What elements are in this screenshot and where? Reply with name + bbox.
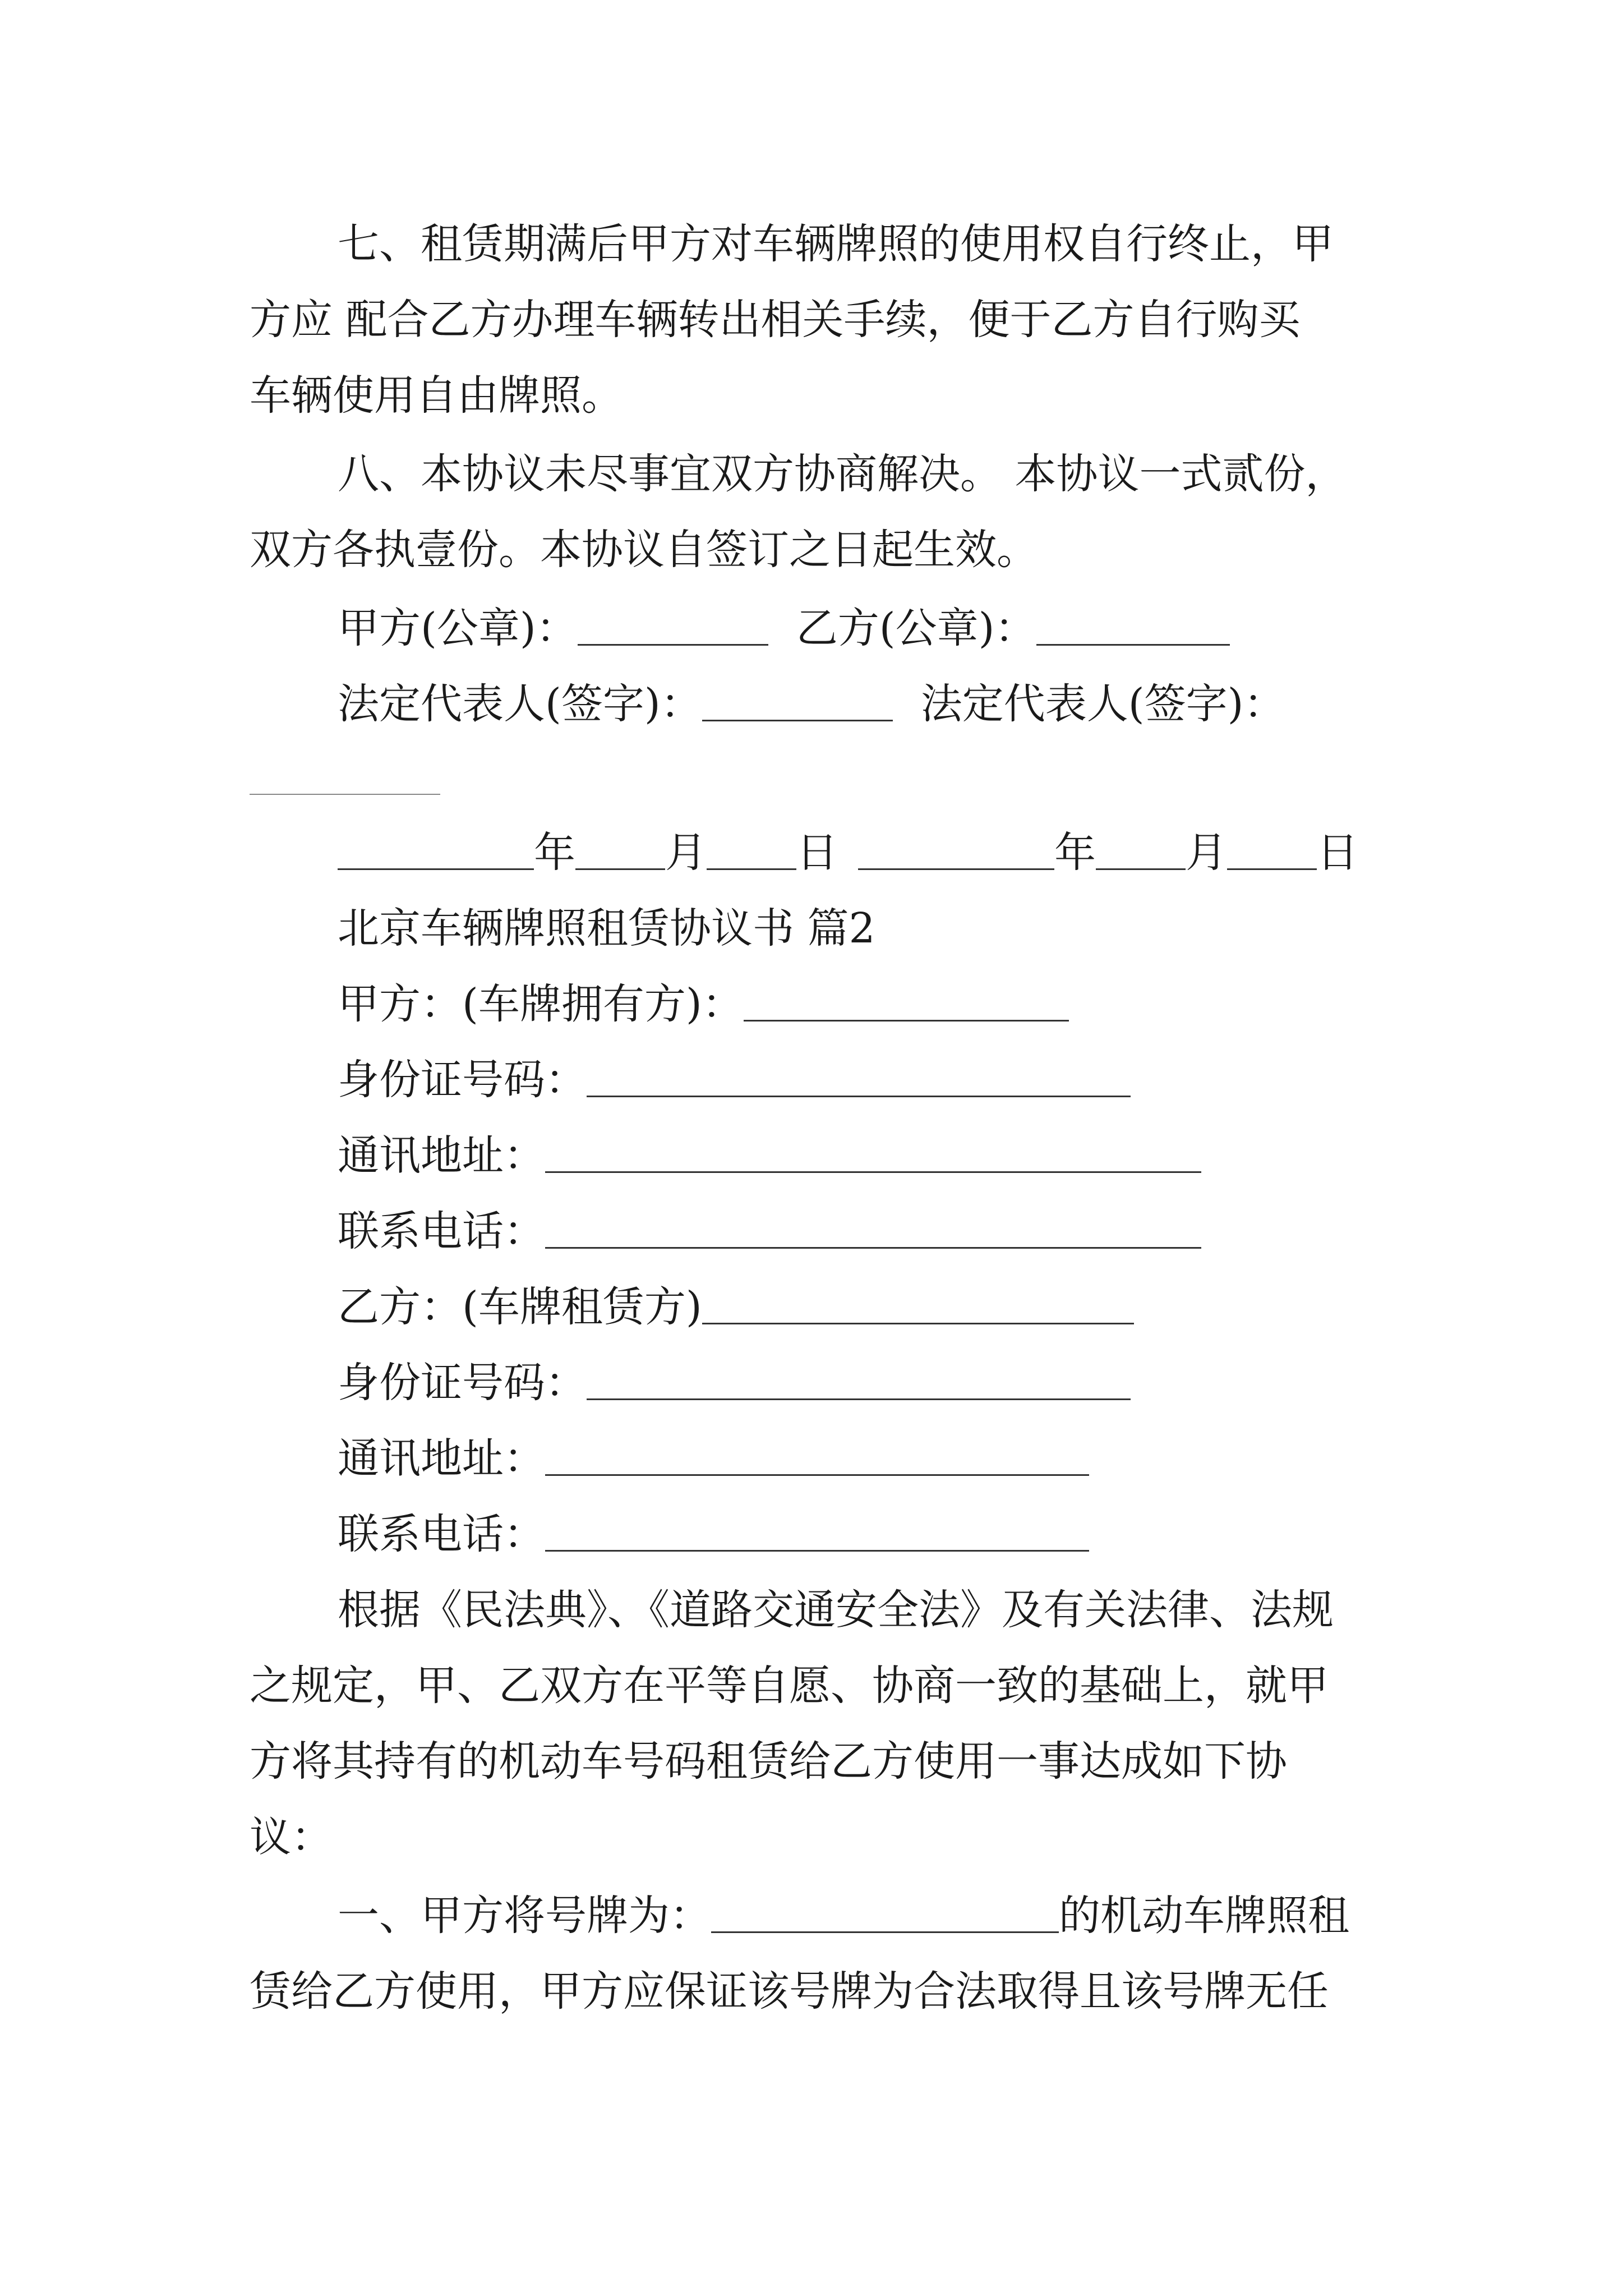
legal-rep-a-blank[interactable] [702, 685, 893, 721]
paragraph-7-line-3 [0, 367, 1623, 424]
day-a-blank[interactable] [707, 834, 796, 870]
month-b-blank[interactable] [1096, 834, 1186, 870]
phone-a-label: 联系电话： [338, 1207, 545, 1255]
addr-a-blank[interactable] [545, 1137, 1201, 1173]
clause-1-line-2 [0, 1963, 1623, 2019]
seal-line [0, 600, 1623, 656]
legal-rep-b-blank-row [250, 749, 446, 806]
party-a-seal-label: 甲方(公章)： [338, 604, 578, 652]
preamble-line-1 [0, 1582, 1623, 1638]
id-a-line [0, 1052, 1623, 1108]
paragraph-7-line-1 [0, 216, 1623, 272]
text: 方应 配合乙方办理车辆转出相关手续，便于乙方自行购买 [250, 296, 1301, 344]
party-a-blank[interactable] [744, 985, 1069, 1022]
day-b-blank[interactable] [1227, 834, 1317, 870]
id-b-line [0, 1355, 1623, 1411]
id-a-label: 身份证号码： [338, 1056, 587, 1104]
month-label: 月 [665, 829, 707, 877]
text: 赁给乙方使用，甲方应保证该号牌为合法取得且该号牌无任 [250, 1967, 1329, 2016]
party-b-label: 乙方：(车牌租赁方) [338, 1283, 702, 1331]
legal-rep-b-blank[interactable] [250, 753, 440, 795]
paragraph-8-line-1 [0, 446, 1623, 502]
text: 车辆使用自由牌照。 [250, 371, 623, 420]
preamble-line-4 [0, 1809, 1623, 1865]
paragraph-8-line-2 [0, 522, 1623, 578]
preamble-line-2 [0, 1658, 1623, 1714]
day-label: 日 [1317, 829, 1358, 877]
legal-rep-b-label: 法定代表人(签字)： [920, 680, 1285, 728]
month-a-blank[interactable] [575, 834, 665, 870]
addr-a-label: 通讯地址： [338, 1131, 545, 1180]
paragraph-7-line-2 [0, 292, 1623, 348]
year-b-blank[interactable] [858, 834, 1054, 870]
id-b-blank[interactable] [587, 1364, 1131, 1400]
party-b-seal-blank[interactable] [1036, 609, 1230, 646]
party-a-seal-blank[interactable] [578, 609, 768, 646]
plate-number-blank[interactable] [711, 1897, 1059, 1933]
party-a-label: 甲方：(车牌拥有方)： [338, 980, 744, 1028]
text: 方将其持有的机动车号码租赁给乙方使用一事达成如下协 [250, 1737, 1287, 1786]
text: 议： [250, 1813, 333, 1861]
year-a-blank[interactable] [338, 834, 534, 870]
preamble-line-3 [0, 1733, 1623, 1789]
phone-a-blank[interactable] [545, 1212, 1201, 1249]
text: 七、租赁期满后甲方对车辆牌照的使用权自行终止，甲 [338, 220, 1334, 268]
clause-1-pre: 一、甲方将号牌为： [338, 1892, 711, 1940]
text: 双方各执壹份。本协议自签订之日起生效。 [250, 526, 1038, 574]
party-b-seal-label: 乙方(公章)： [796, 604, 1036, 652]
addr-b-blank[interactable] [545, 1439, 1089, 1476]
addr-b-line [0, 1430, 1623, 1487]
text: 八、本协议未尽事宜双方协商解决。 本协议一式贰份， [338, 450, 1347, 498]
id-a-blank[interactable] [587, 1061, 1131, 1097]
party-a-line [0, 976, 1623, 1032]
doc2-title [0, 900, 1623, 956]
year-label: 年 [534, 829, 575, 877]
text: 之规定，甲、乙双方在平等自愿、协商一致的基础上，就甲 [250, 1662, 1329, 1710]
phone-b-blank[interactable] [545, 1515, 1089, 1552]
date-line [0, 825, 1623, 881]
addr-a-line [0, 1128, 1623, 1184]
year-label: 年 [1054, 829, 1096, 877]
party-b-line [0, 1279, 1623, 1335]
text: 根据《民法典》、《道路交通安全法》及有关法律、法规 [338, 1586, 1334, 1634]
month-label: 月 [1186, 829, 1227, 877]
party-b-blank[interactable] [702, 1288, 1134, 1324]
phone-a-line [0, 1203, 1623, 1259]
addr-b-label: 通讯地址： [338, 1434, 545, 1483]
legal-rep-a-label: 法定代表人(签字)： [338, 680, 702, 728]
day-label: 日 [796, 829, 838, 877]
phone-b-label: 联系电话： [338, 1510, 545, 1558]
phone-b-line [0, 1506, 1623, 1562]
title-text: 北京车辆牌照租赁协议书 篇2 [338, 904, 875, 953]
id-b-label: 身份证号码： [338, 1359, 587, 1407]
legal-rep-line [0, 676, 1623, 732]
clause-1-post: 的机动车牌照租 [1059, 1892, 1349, 1940]
clause-1-line-1 [0, 1888, 1623, 1944]
